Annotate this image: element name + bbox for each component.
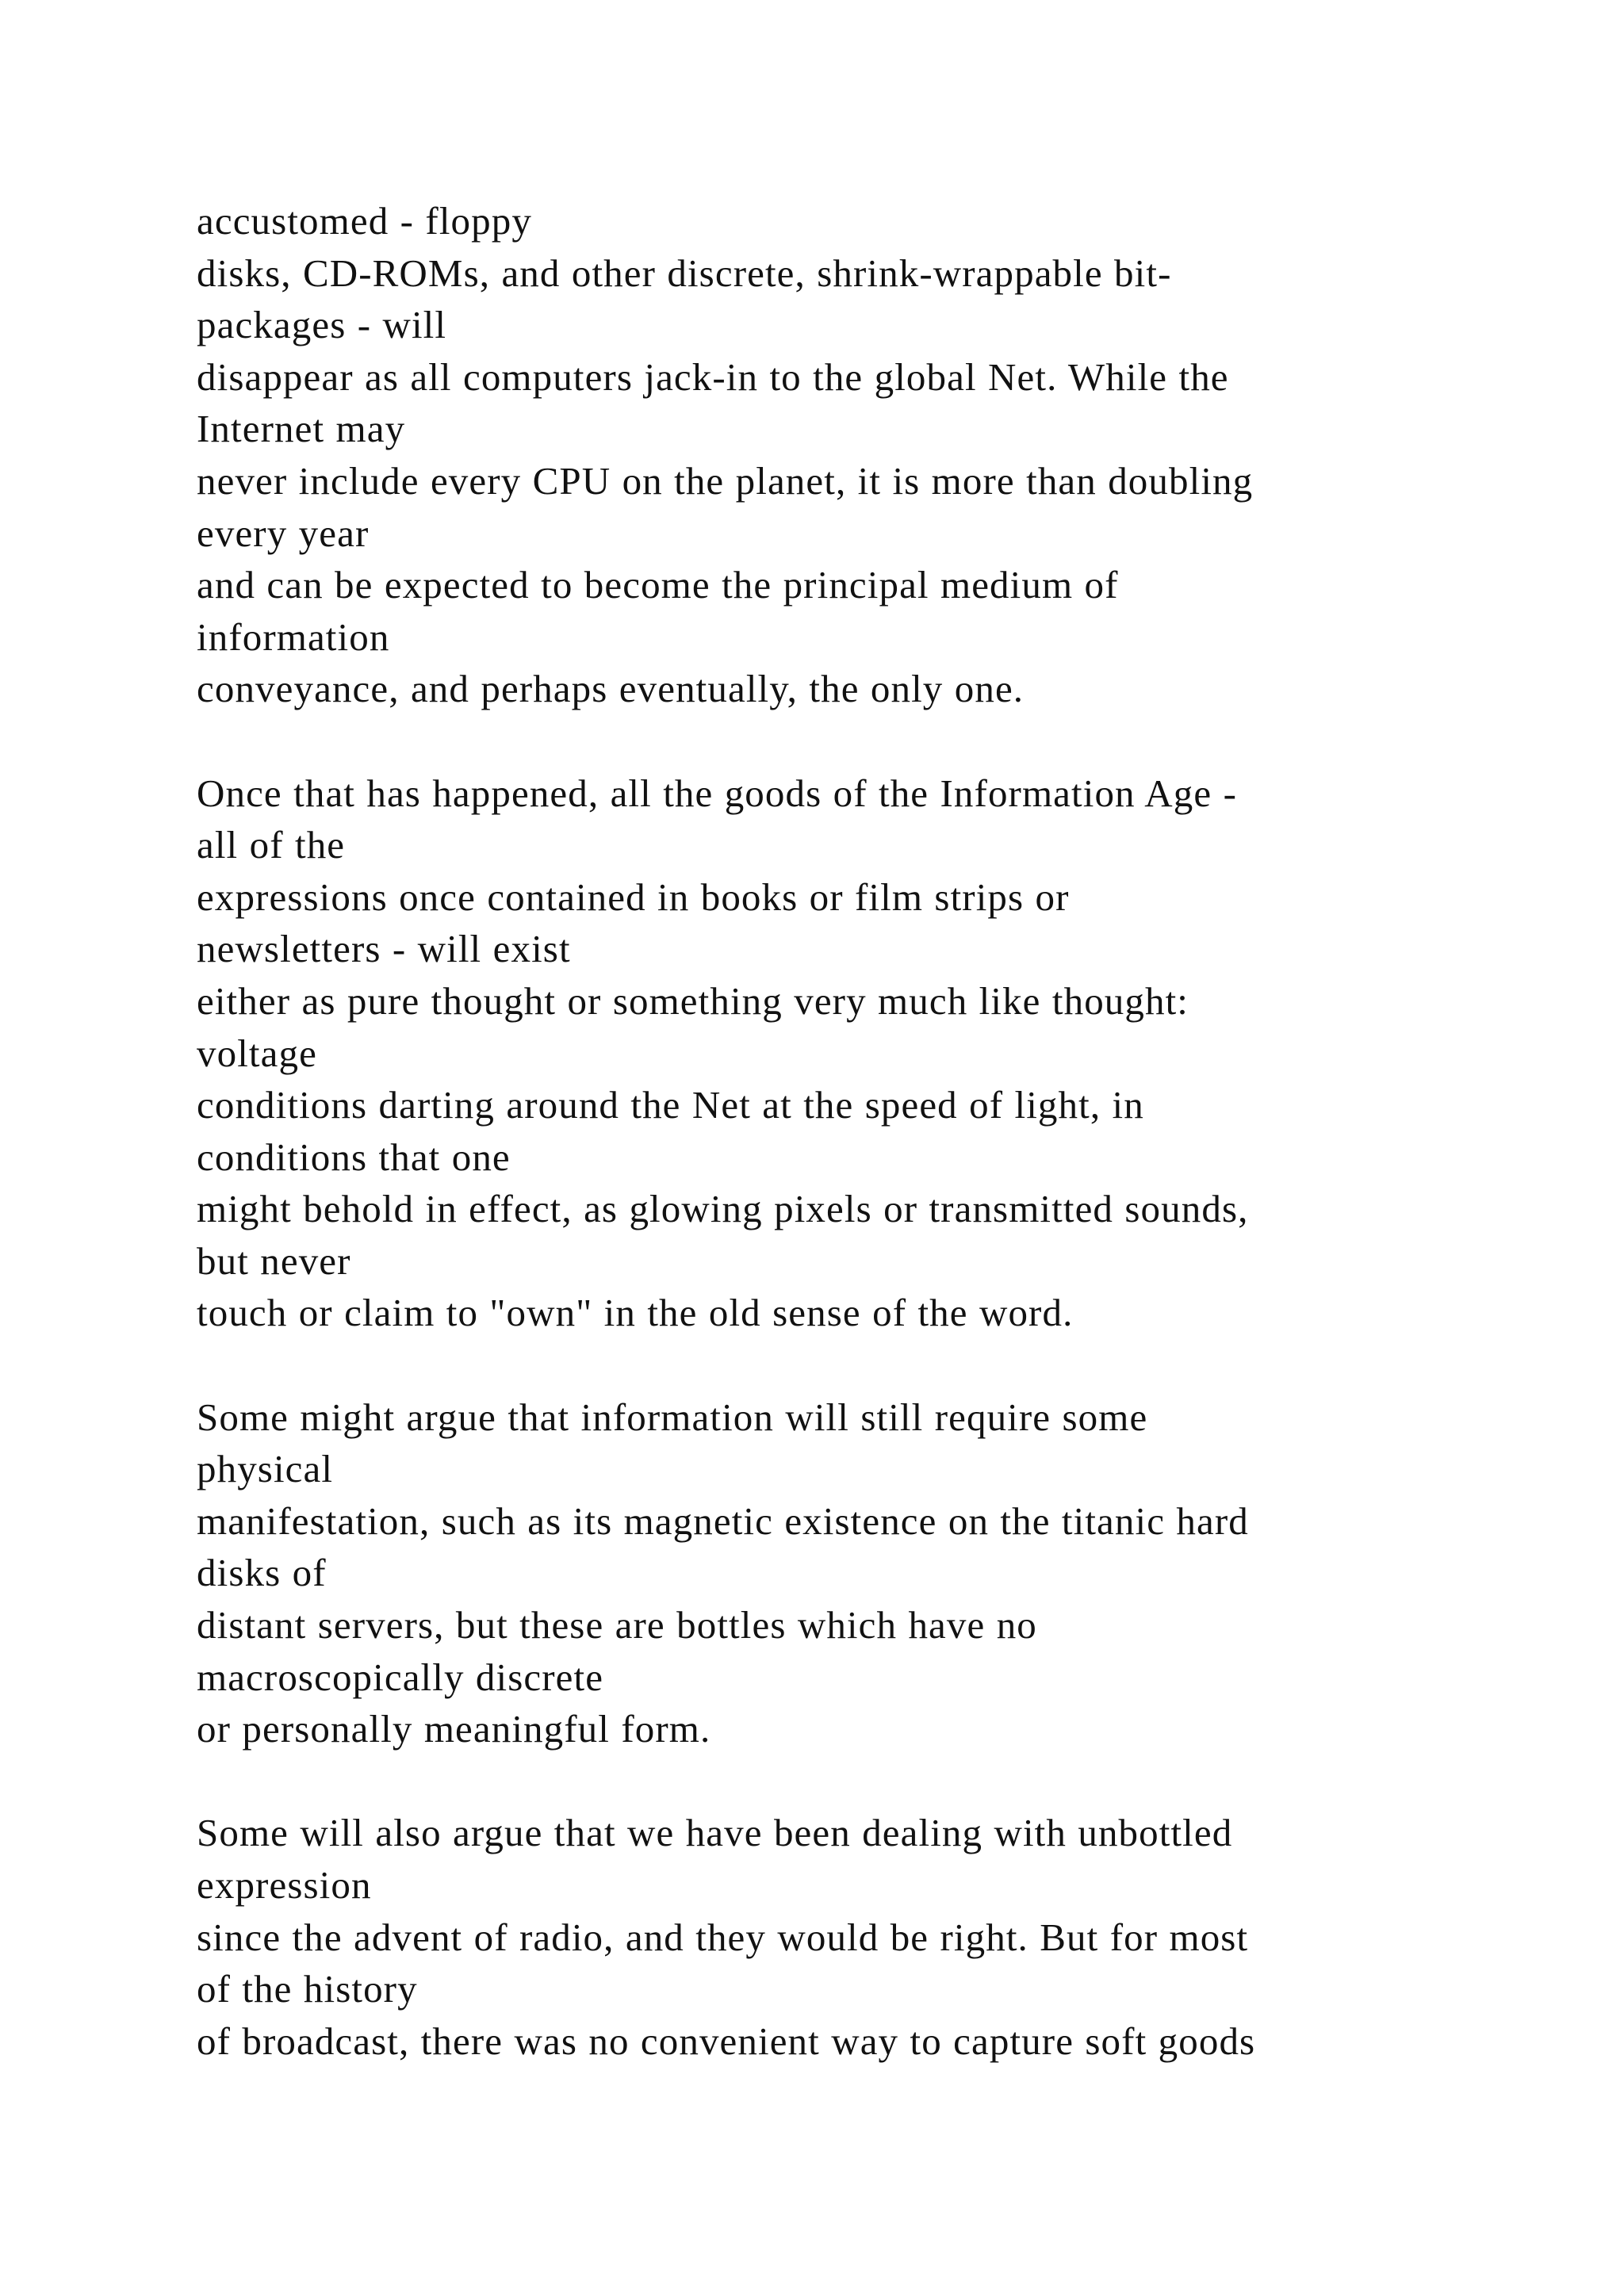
text-line: touch or claim to "own" in the old sense of the word. xyxy=(197,1291,1074,1335)
text-line: every year xyxy=(197,511,370,555)
text-line: newsletters - will exist xyxy=(197,927,571,971)
text-line: but never xyxy=(197,1238,351,1283)
text-line: Some might argue that information will still require some xyxy=(197,1395,1148,1439)
text-line: Once that has happened, all the goods of the Information Age - xyxy=(197,771,1237,815)
text-line: disks, CD-ROMs, and other discrete, shrink-wrappable bit- xyxy=(197,251,1172,295)
paragraph-spacer xyxy=(197,1339,1505,1391)
paragraph-spacer xyxy=(197,715,1505,767)
body-text xyxy=(197,195,1505,2067)
text-line: all of the xyxy=(197,823,346,867)
text-line: conveyance, and perhaps eventually, the only one. xyxy=(197,667,1025,711)
text-line: either as pure thought or something very much like thought: xyxy=(197,978,1189,1023)
text-line: conditions that one xyxy=(197,1135,511,1179)
paragraph xyxy=(197,1391,1505,1755)
text-line: distant servers, but these are bottles which have no xyxy=(197,1603,1037,1647)
text-line: Internet may xyxy=(197,407,406,451)
paragraph xyxy=(197,195,1505,715)
text-line: voltage xyxy=(197,1031,317,1075)
text-line: never include every CPU on the planet, it is more than doubling xyxy=(197,458,1254,503)
text-line: physical xyxy=(197,1447,334,1491)
text-line: manifestation, such as its magnetic existence on the titanic hard xyxy=(197,1498,1249,1543)
paragraph-spacer xyxy=(197,1755,1505,1808)
text-line: since the advent of radio, and they would be right. But for most xyxy=(197,1915,1249,1959)
text-line: or personally meaningful form. xyxy=(197,1707,711,1751)
text-line: expressions once contained in books or film strips or xyxy=(197,874,1070,919)
text-line: and can be expected to become the principal medium of xyxy=(197,563,1119,607)
text-line: accustomed - floppy xyxy=(197,199,532,243)
text-line: of the history xyxy=(197,1967,418,2011)
text-line: might behold in effect, as glowing pixels or transmitted sounds, xyxy=(197,1187,1249,1231)
paragraph xyxy=(197,1807,1505,2067)
text-line: of broadcast, there was no convenient way to capture soft goods xyxy=(197,2019,1256,2063)
text-line: Some will also argue that we have been dealing with unbottled xyxy=(197,1811,1233,1855)
text-line: conditions darting around the Net at the speed of light, in xyxy=(197,1083,1144,1127)
paragraph xyxy=(197,767,1505,1340)
text-line: macroscopically discrete xyxy=(197,1655,604,1699)
text-line: information xyxy=(197,614,390,659)
text-line: expression xyxy=(197,1863,372,1907)
text-line: packages - will xyxy=(197,303,447,347)
text-line: disks of xyxy=(197,1551,327,1595)
text-line: disappear as all computers jack-in to the global Net. While the xyxy=(197,354,1229,399)
